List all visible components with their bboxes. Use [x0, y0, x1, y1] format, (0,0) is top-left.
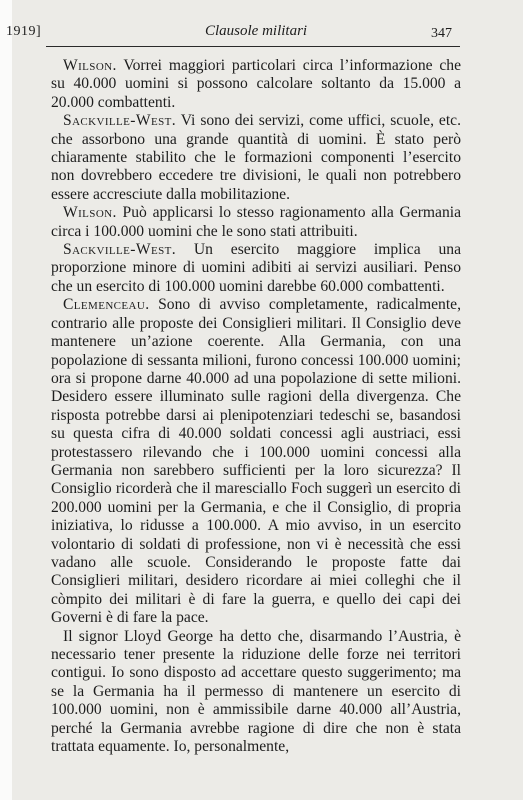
- paragraph-sackville-west-2: [51, 241, 461, 296]
- paragraph-clemenceau-2: [51, 628, 461, 757]
- paragraph-sackville-west-1: [51, 112, 461, 204]
- header-rule: [46, 46, 460, 47]
- paragraph-text: Vorrei maggiori particolari circa l’informazione che su 40.000 uomini si possono calcolare soltanto da 15.000 a 20.000 combattenti.: [51, 57, 461, 111]
- paragraph-wilson-1: [51, 57, 461, 112]
- speaker-name: Wilson.: [63, 204, 117, 222]
- paragraph-clemenceau-1: [51, 296, 461, 627]
- header-year: 1919]: [6, 24, 42, 39]
- paragraph-text: Un esercito maggiore implica una proporzione minore di uomini adibiti ai servizi ausiliari. Penso che un esercito di 100.000 uomini darebbe 60.000 combattenti.: [51, 241, 461, 295]
- paragraph-text: Sono di avviso completamente, radicalmente, contrario alle proposte dei Consiglieri militari. Il Consiglio deve mantenere un’azione coerente. Alla Germania, con una popolazione di sessanta milioni, furono concessi 100.000 uomini; ora si propone darne 40.000 ad una popolazione di sette milioni. Desidero essere illuminato sulle ragioni della divergenza. Che risposta potrebbe darsi ai plenipotenziari tedeschi se, basandosi su questa cifra di 40.000 soldati concessi agli austriaci, essi protestassero rilevando che i 100.000 uomini concessi alla Germania non sarebbero sufficienti per la loro sicurezza? Il Consiglio ricorderà che il maresciallo Foch suggerì un esercito di 200.000 uomini per la Germania, e che il Consiglio, di propria iniziativa, lo ridusse a 100.000. A mio avviso, in un esercito volontario di soldati di professione, non vi è necessità che essi vadano alle scuole. Considerando le proposte fatte dai Consiglieri militari, desidero ricordare ai miei colleghi che il còmpito dei militari è di fare la guerra, e quello dei capi dei Governi è di fare la pace.: [51, 296, 461, 627]
- header-title: Clausole militari: [205, 23, 308, 39]
- page-number: 347: [431, 26, 452, 41]
- paragraph-wilson-2: [51, 204, 461, 241]
- paragraph-text: Può applicarsi lo stesso ragionamento alla Germania circa i 100.000 uomini che le sono stati attribuiti.: [51, 204, 461, 240]
- page-edge: [0, 0, 12, 800]
- paragraph-text: Il signor Lloyd George ha detto che, disarmando l’Austria, è necessario tener presente la riduzione delle forze nei territori contigui. Io sono disposto ad accettare questo suggerimento; ma se la Germania ha il permesso di mantenere un esercito di 100.000 uomini, non è ammissibile darne 40.000 all’Austria, perché la Germania avrebbe ragione di dire che non è stata trattata equamente. Io, personalmente,: [51, 627, 461, 756]
- running-header: [0, 22, 523, 52]
- speaker-name: Clemenceau.: [63, 296, 150, 314]
- speaker-name: Sackville-West.: [63, 112, 177, 130]
- paragraph-text: Vi sono dei servizi, come uffici, scuole, etc. che assorbono una grande quantità di uomini. È stato però chiaramente stabilito che le formazioni componenti l’esercito non dovrebbero eccedere tre divisioni, le quali non potrebbero essere accresciute dalla mobilitazione.: [51, 112, 461, 203]
- speaker-name: Sackville-West.: [63, 241, 177, 259]
- speaker-name: Wilson.: [63, 57, 117, 74]
- body-text: [51, 57, 461, 756]
